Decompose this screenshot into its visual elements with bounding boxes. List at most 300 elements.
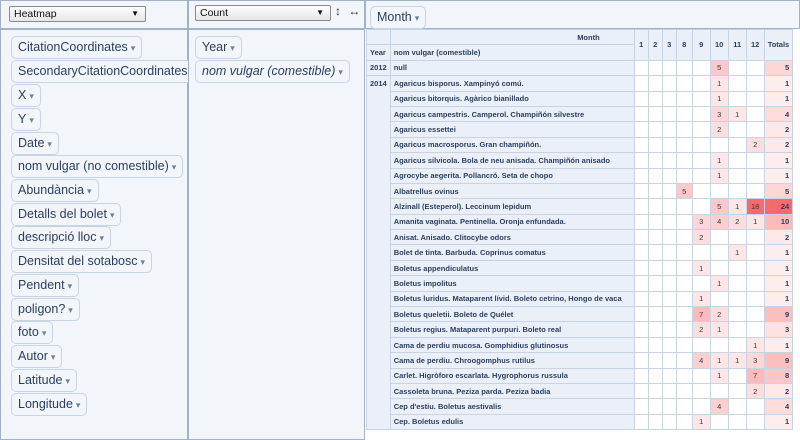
table-cell bbox=[648, 91, 662, 106]
table-row bbox=[367, 76, 793, 91]
table-cell bbox=[746, 168, 764, 183]
table-row bbox=[367, 368, 793, 383]
table-cell bbox=[634, 91, 648, 106]
table-cell bbox=[648, 76, 662, 91]
unused-attr[interactable] bbox=[11, 179, 99, 202]
table-cell bbox=[746, 260, 764, 275]
table-row bbox=[367, 106, 793, 121]
table-cell: 1 bbox=[692, 414, 710, 429]
pivot-table bbox=[366, 29, 793, 430]
table-cell bbox=[676, 137, 692, 152]
table-cell bbox=[634, 291, 648, 306]
table-row bbox=[367, 383, 793, 398]
unused-attr-label: nom vulgar (no comestible) bbox=[18, 159, 169, 173]
table-row bbox=[367, 353, 793, 368]
row-year-label bbox=[367, 414, 391, 429]
table-cell bbox=[648, 153, 662, 168]
table-cell bbox=[746, 276, 764, 291]
table-cell bbox=[648, 230, 662, 245]
unused-attr[interactable] bbox=[11, 393, 87, 416]
table-cell: 2 bbox=[692, 230, 710, 245]
table-cell bbox=[676, 122, 692, 137]
table-row bbox=[367, 276, 793, 291]
table-cell bbox=[728, 91, 746, 106]
table-cell: 18 bbox=[746, 199, 764, 214]
table-cell bbox=[662, 291, 676, 306]
table-cell bbox=[634, 76, 648, 91]
table-cell bbox=[634, 399, 648, 414]
table-cell: 7 bbox=[746, 368, 764, 383]
unused-attr-label: Abundància bbox=[18, 183, 85, 197]
row-year-label bbox=[367, 307, 391, 322]
table-cell bbox=[746, 60, 764, 75]
table-cell: 2 bbox=[728, 214, 746, 229]
unused-attr[interactable] bbox=[11, 132, 59, 155]
row-total-cell: 1 bbox=[764, 260, 793, 275]
table-cell bbox=[746, 399, 764, 414]
unused-attr-label: Date bbox=[18, 136, 45, 150]
table-cell bbox=[692, 153, 710, 168]
row-name-label: Alzinall (Esteperol). Leccinum lepidum bbox=[390, 199, 634, 214]
row-year-label bbox=[367, 368, 391, 383]
table-cell: 1 bbox=[728, 199, 746, 214]
month-header: 1 bbox=[634, 30, 648, 61]
unused-attr-label: Detalls del bolet bbox=[18, 207, 107, 221]
table-cell bbox=[692, 137, 710, 152]
table-cell: 1 bbox=[746, 214, 764, 229]
dropdown-triangle-icon[interactable]: ▾ bbox=[99, 233, 105, 243]
col-order-icon[interactable]: ↔ bbox=[348, 4, 361, 18]
dropdown-triangle-icon[interactable]: ▾ bbox=[50, 352, 56, 362]
dropdown-triangle-icon[interactable]: ▾ bbox=[87, 186, 92, 196]
table-cell bbox=[728, 230, 746, 245]
row-year-label bbox=[367, 276, 391, 291]
table-cell bbox=[648, 383, 662, 398]
table-cell bbox=[676, 353, 692, 368]
row-name-label: Cep d'estiu. Boletus aestivalis bbox=[390, 399, 634, 414]
table-cell bbox=[634, 230, 648, 245]
table-cell bbox=[662, 214, 676, 229]
table-cell bbox=[662, 368, 676, 383]
table-row bbox=[367, 122, 793, 137]
table-cell bbox=[676, 291, 692, 306]
row-name-label: Cama de perdiu mucosa. Gomphidius glutinosus bbox=[390, 337, 634, 352]
table-cell bbox=[662, 307, 676, 322]
table-cell bbox=[728, 322, 746, 337]
table-cell bbox=[676, 199, 692, 214]
aggregator-select[interactable] bbox=[195, 5, 331, 21]
table-row bbox=[367, 399, 793, 414]
table-cell bbox=[648, 214, 662, 229]
table-cell bbox=[692, 337, 710, 352]
unused-attr[interactable] bbox=[11, 36, 142, 59]
row-year-label bbox=[367, 399, 391, 414]
row-attr-label: Year bbox=[202, 40, 228, 54]
table-cell bbox=[634, 214, 648, 229]
table-cell bbox=[728, 183, 746, 198]
table-cell: 3 bbox=[746, 353, 764, 368]
row-total-cell: 4 bbox=[764, 106, 793, 121]
unused-attr-label: X bbox=[18, 88, 27, 102]
row-total-cell: 9 bbox=[764, 353, 793, 368]
table-row bbox=[367, 60, 793, 75]
table-cell bbox=[728, 153, 746, 168]
table-cell bbox=[728, 337, 746, 352]
table-cell bbox=[676, 322, 692, 337]
row-name-label: Cama de perdiu. Chroogomphus rutilus bbox=[390, 353, 634, 368]
header-corner bbox=[367, 30, 391, 45]
table-row bbox=[367, 199, 793, 214]
row-year-label bbox=[367, 168, 391, 183]
unused-attr[interactable] bbox=[11, 369, 77, 392]
table-header-row bbox=[367, 30, 793, 45]
unused-attr-label: CitationCoordinates bbox=[18, 40, 128, 54]
table-cell bbox=[634, 368, 648, 383]
table-row bbox=[367, 168, 793, 183]
table-cell bbox=[692, 368, 710, 383]
table-cell: 2 bbox=[746, 137, 764, 152]
row-attr-header: Year bbox=[367, 45, 391, 60]
table-cell bbox=[728, 260, 746, 275]
row-area bbox=[188, 29, 365, 440]
table-row bbox=[367, 245, 793, 260]
table-cell bbox=[692, 199, 710, 214]
row-name-label: Agaricus silvicola. Bola de neu anisada. Champiñón anisado bbox=[390, 153, 634, 168]
dropdown-triangle-icon[interactable]: ▾ bbox=[338, 67, 343, 77]
table-cell bbox=[648, 276, 662, 291]
table-cell bbox=[692, 245, 710, 260]
table-cell: 1 bbox=[746, 337, 764, 352]
dropdown-triangle-icon[interactable]: ▾ bbox=[29, 91, 34, 101]
unused-attr-label: Densitat del sotabosc bbox=[18, 254, 138, 268]
row-year-label bbox=[367, 137, 391, 152]
row-year-label bbox=[367, 230, 391, 245]
table-cell bbox=[662, 399, 676, 414]
table-cell bbox=[728, 60, 746, 75]
table-cell bbox=[728, 291, 746, 306]
table-cell bbox=[662, 60, 676, 75]
table-cell bbox=[676, 230, 692, 245]
unused-attr-label: SecondaryCitationCoordinates bbox=[18, 64, 188, 78]
table-cell: 4 bbox=[710, 214, 728, 229]
table-cell: 4 bbox=[710, 399, 728, 414]
row-name-label: Agaricus essettei bbox=[390, 122, 634, 137]
table-cell bbox=[648, 399, 662, 414]
table-cell bbox=[662, 414, 676, 429]
renderer-select[interactable] bbox=[9, 6, 146, 22]
table-cell: 1 bbox=[710, 91, 728, 106]
row-order-icon[interactable]: ↕ bbox=[335, 4, 341, 18]
table-cell bbox=[746, 91, 764, 106]
table-cell bbox=[676, 260, 692, 275]
table-cell bbox=[634, 414, 648, 429]
dropdown-triangle-icon[interactable]: ▾ bbox=[68, 305, 73, 315]
table-cell bbox=[634, 153, 648, 168]
table-row bbox=[367, 183, 793, 198]
table-cell bbox=[634, 245, 648, 260]
table-cell bbox=[692, 383, 710, 398]
row-name-label: Carlet. Higròforo escarlata. Hygrophorus russula bbox=[390, 368, 634, 383]
table-cell bbox=[662, 137, 676, 152]
table-cell bbox=[676, 383, 692, 398]
col-area bbox=[365, 0, 800, 29]
table-cell bbox=[676, 91, 692, 106]
table-cell: 1 bbox=[692, 291, 710, 306]
row-attr[interactable] bbox=[195, 36, 242, 59]
row-year-label bbox=[367, 245, 391, 260]
dropdown-triangle-icon[interactable]: ▾ bbox=[414, 13, 420, 23]
dropdown-triangle-icon[interactable]: ▾ bbox=[67, 281, 73, 291]
table-cell bbox=[634, 383, 648, 398]
row-name-label: Agrocybe aegerita. Pollancró. Seta de chopo bbox=[390, 168, 634, 183]
table-cell: 1 bbox=[728, 245, 746, 260]
table-cell bbox=[648, 414, 662, 429]
table-cell bbox=[634, 307, 648, 322]
table-cell bbox=[648, 183, 662, 198]
table-cell: 5 bbox=[710, 60, 728, 75]
table-row bbox=[367, 260, 793, 275]
table-cell bbox=[710, 137, 728, 152]
unused-attr[interactable] bbox=[11, 226, 111, 249]
row-name-label: Agaricus bisporus. Xampinyó comú. bbox=[390, 76, 634, 91]
table-cell bbox=[676, 214, 692, 229]
month-header: 12 bbox=[746, 30, 764, 61]
unused-attr-label: Pendent bbox=[18, 278, 65, 292]
table-cell bbox=[662, 183, 676, 198]
table-cell bbox=[648, 368, 662, 383]
row-total-cell: 1 bbox=[764, 153, 793, 168]
table-cell bbox=[746, 245, 764, 260]
dropdown-triangle-icon[interactable]: ▾ bbox=[230, 43, 235, 53]
row-attr-header: nom vulgar (comestible) bbox=[390, 45, 634, 60]
unused-attr[interactable] bbox=[11, 84, 41, 107]
table-cell bbox=[710, 383, 728, 398]
row-year-label bbox=[367, 153, 391, 168]
row-total-cell: 8 bbox=[764, 368, 793, 383]
row-total-cell: 1 bbox=[764, 245, 793, 260]
row-name-label: Agaricus bitorquis. Agàrico bianillado bbox=[390, 91, 634, 106]
row-year-label bbox=[367, 353, 391, 368]
table-cell: 1 bbox=[710, 76, 728, 91]
unused-attr-label: foto bbox=[18, 325, 39, 339]
col-attr-month-label: Month bbox=[377, 10, 412, 24]
row-year-label: 2012 bbox=[367, 60, 391, 75]
table-cell bbox=[676, 414, 692, 429]
table-cell bbox=[746, 307, 764, 322]
dropdown-triangle-icon[interactable]: ▾ bbox=[130, 43, 136, 53]
row-year-label bbox=[367, 91, 391, 106]
table-cell bbox=[676, 60, 692, 75]
chevron-down-icon: ▼ bbox=[316, 8, 324, 17]
table-cell bbox=[692, 106, 710, 121]
table-cell: 1 bbox=[710, 368, 728, 383]
row-name-label: Cassoleta bruna. Peziza parda. Peziza badia bbox=[390, 383, 634, 398]
table-cell bbox=[648, 291, 662, 306]
row-total-cell: 9 bbox=[764, 307, 793, 322]
unused-attr[interactable] bbox=[11, 155, 183, 178]
table-cell: 7 bbox=[692, 307, 710, 322]
row-total-cell: 24 bbox=[764, 199, 793, 214]
row-name-label: Albatrellus ovinus bbox=[390, 183, 634, 198]
row-name-label: Boletus appendiculatus bbox=[390, 260, 634, 275]
month-header: 11 bbox=[728, 30, 746, 61]
month-header: 3 bbox=[662, 30, 676, 61]
table-cell bbox=[662, 245, 676, 260]
row-total-cell: 4 bbox=[764, 399, 793, 414]
table-cell bbox=[648, 353, 662, 368]
col-attr-month[interactable] bbox=[370, 6, 426, 29]
table-cell bbox=[648, 260, 662, 275]
table-cell bbox=[634, 322, 648, 337]
table-cell bbox=[746, 122, 764, 137]
table-cell bbox=[746, 291, 764, 306]
unused-attr-label: Y bbox=[18, 112, 27, 126]
table-cell bbox=[710, 414, 728, 429]
unused-attr[interactable] bbox=[11, 274, 79, 297]
dropdown-triangle-icon[interactable]: ▾ bbox=[29, 115, 34, 125]
table-row bbox=[367, 307, 793, 322]
dropdown-triangle-icon[interactable]: ▾ bbox=[41, 328, 47, 338]
unused-attr-label: Autor bbox=[18, 349, 48, 363]
table-cell: 1 bbox=[710, 276, 728, 291]
table-cell bbox=[676, 307, 692, 322]
table-cell bbox=[692, 122, 710, 137]
row-total-cell: 2 bbox=[764, 230, 793, 245]
table-cell bbox=[692, 276, 710, 291]
month-header: 9 bbox=[692, 30, 710, 61]
table-cell bbox=[676, 76, 692, 91]
row-total-cell: 10 bbox=[764, 214, 793, 229]
table-cell bbox=[648, 137, 662, 152]
aggregator-select-value: Count bbox=[200, 7, 229, 19]
row-year-label bbox=[367, 322, 391, 337]
row-total-cell: 5 bbox=[764, 183, 793, 198]
unused-attr[interactable] bbox=[11, 321, 53, 344]
table-cell bbox=[676, 368, 692, 383]
table-cell bbox=[710, 291, 728, 306]
table-cell bbox=[676, 337, 692, 352]
table-cell bbox=[728, 383, 746, 398]
table-cell bbox=[648, 106, 662, 121]
row-attr[interactable] bbox=[195, 60, 350, 83]
row-total-cell: 2 bbox=[764, 122, 793, 137]
table-cell bbox=[710, 245, 728, 260]
table-row bbox=[367, 230, 793, 245]
row-total-cell: 1 bbox=[764, 414, 793, 429]
table-cell bbox=[662, 276, 676, 291]
row-total-cell: 1 bbox=[764, 76, 793, 91]
table-cell bbox=[676, 245, 692, 260]
row-total-cell: 1 bbox=[764, 91, 793, 106]
dropdown-triangle-icon[interactable]: ▾ bbox=[75, 400, 81, 410]
row-name-label: Boletus queletii. Boleto de Quélet bbox=[390, 307, 634, 322]
row-year-label bbox=[367, 199, 391, 214]
table-cell bbox=[648, 199, 662, 214]
row-year-label bbox=[367, 183, 391, 198]
table-cell: 1 bbox=[710, 322, 728, 337]
unused-attr[interactable] bbox=[11, 108, 41, 131]
table-row bbox=[367, 414, 793, 429]
row-year-label: 2014 bbox=[367, 76, 391, 91]
table-cell bbox=[676, 106, 692, 121]
dropdown-triangle-icon[interactable]: ▾ bbox=[109, 210, 115, 220]
dropdown-triangle-icon[interactable]: ▾ bbox=[171, 162, 177, 172]
table-cell bbox=[676, 276, 692, 291]
table-cell bbox=[676, 168, 692, 183]
dropdown-triangle-icon[interactable]: ▾ bbox=[47, 139, 52, 149]
table-cell bbox=[728, 122, 746, 137]
row-total-cell: 1 bbox=[764, 168, 793, 183]
unused-attr[interactable] bbox=[11, 345, 62, 368]
table-cell: 5 bbox=[676, 183, 692, 198]
row-name-label: Boletus luridus. Mataparent lívid. Boleto cetrino, Hongo de vaca bbox=[390, 291, 634, 306]
table-cell bbox=[676, 153, 692, 168]
table-cell bbox=[662, 199, 676, 214]
table-cell: 1 bbox=[692, 260, 710, 275]
table-cell bbox=[728, 168, 746, 183]
table-cell bbox=[746, 322, 764, 337]
table-cell bbox=[662, 106, 676, 121]
table-cell bbox=[728, 76, 746, 91]
row-name-label: Cep. Boletus edulis bbox=[390, 414, 634, 429]
table-cell bbox=[662, 91, 676, 106]
unused-attr[interactable] bbox=[11, 60, 202, 83]
table-cell bbox=[634, 199, 648, 214]
table-cell bbox=[692, 168, 710, 183]
table-cell bbox=[746, 76, 764, 91]
table-cell bbox=[692, 183, 710, 198]
table-cell bbox=[746, 230, 764, 245]
table-cell bbox=[634, 260, 648, 275]
table-cell: 2 bbox=[692, 322, 710, 337]
table-cell bbox=[662, 230, 676, 245]
table-cell bbox=[634, 337, 648, 352]
table-cell bbox=[728, 137, 746, 152]
table-cell bbox=[676, 399, 692, 414]
unused-attr[interactable] bbox=[11, 250, 152, 273]
row-total-cell: 2 bbox=[764, 137, 793, 152]
unused-attr-label: Latitude bbox=[18, 373, 63, 387]
row-name-label: Boletus impolitus bbox=[390, 276, 634, 291]
unused-attr-label: Longitude bbox=[18, 397, 73, 411]
row-total-cell: 2 bbox=[764, 383, 793, 398]
totals-header: Totals bbox=[764, 30, 793, 61]
table-cell bbox=[662, 168, 676, 183]
table-cell bbox=[710, 183, 728, 198]
unused-attr[interactable] bbox=[11, 203, 121, 226]
table-cell bbox=[634, 276, 648, 291]
row-total-cell: 1 bbox=[764, 291, 793, 306]
table-cell bbox=[728, 276, 746, 291]
row-attr-label: nom vulgar (comestible) bbox=[202, 64, 336, 78]
table-cell bbox=[662, 76, 676, 91]
dropdown-triangle-icon[interactable]: ▾ bbox=[140, 257, 146, 267]
dropdown-triangle-icon[interactable]: ▾ bbox=[65, 376, 71, 386]
row-name-label: null bbox=[390, 60, 634, 75]
table-cell: 2 bbox=[710, 122, 728, 137]
table-cell: 4 bbox=[692, 353, 710, 368]
table-cell bbox=[746, 106, 764, 121]
row-total-cell: 5 bbox=[764, 60, 793, 75]
row-name-label: Agaricus campestris. Camperol. Champiñón silvestre bbox=[390, 106, 634, 121]
table-cell bbox=[692, 60, 710, 75]
table-cell bbox=[648, 307, 662, 322]
table-cell bbox=[710, 337, 728, 352]
unused-attr[interactable] bbox=[11, 298, 80, 321]
table-cell bbox=[662, 337, 676, 352]
table-row bbox=[367, 214, 793, 229]
table-cell bbox=[662, 353, 676, 368]
